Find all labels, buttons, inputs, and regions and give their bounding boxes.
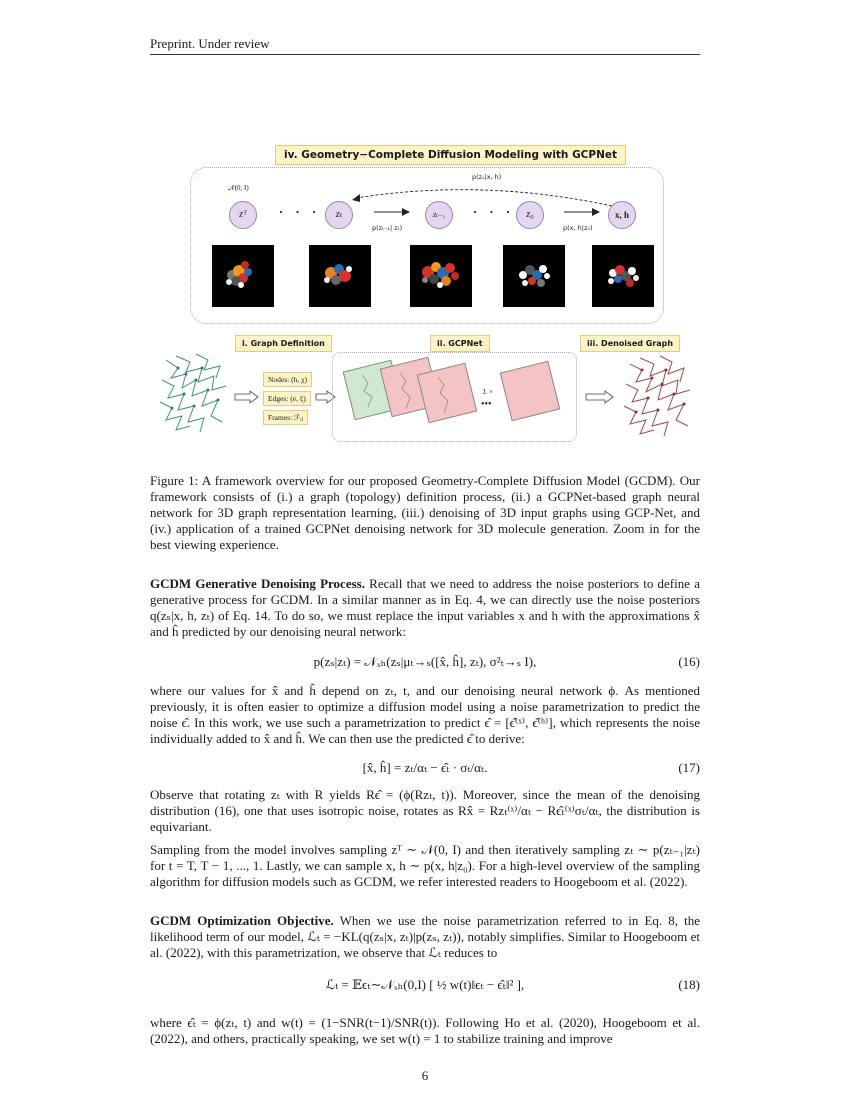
graph-sketches — [350, 365, 480, 425]
repeat-dots: ••• — [481, 399, 492, 410]
equation-18-expr: ℒₜ = 𝔼ϵₜ∼𝒩ₓₕ(0,I) [ ½ w(t)‖ϵₜ − ϵ̂ₜ‖² ], — [325, 977, 525, 992]
forward-arrow-1 — [372, 206, 412, 218]
forward-arrow-1-label: p(zₜ₋₁| zₜ) — [372, 224, 403, 232]
section-title-optimization: GCDM Optimization Objective. — [150, 913, 334, 928]
def-edges: Edges: (e, ξ) — [263, 391, 311, 406]
forward-arrow-2-label: p(x, h|z₀) — [563, 224, 593, 232]
section-label-gcpnet: ii. GCPNet — [430, 335, 490, 352]
forward-arrow-2 — [562, 206, 602, 218]
ellipsis-2: · · · — [472, 202, 514, 222]
equation-17-number: (17) — [678, 760, 700, 775]
node-x-h: x, h — [608, 201, 636, 229]
running-header: Preprint. Under review — [150, 36, 270, 51]
node-z-T: zᵀ — [229, 201, 257, 229]
prior-label: 𝒩(0, I) — [228, 184, 249, 192]
figure-title-label: iv. Geometry−Complete Diffusion Modeling with GCPNet — [275, 145, 626, 165]
paragraph-weighting: where ϵ̂ₜ = ϕ(zₜ, t) and w(t) = (1−SNR(t−1)/SNR(t)). Following Ho et al. (2020), Hoogeboom et al. (2022), and others, practically speaking, we set w(t) = 1 to stabilize training and improve — [150, 1015, 700, 1046]
reverse-arrow-label: p(zₛ|x, h) — [472, 173, 502, 181]
equation-16-expr: p(zₛ|zₜ) = 𝒩ₓₕ(zₛ|μₜ→ₛ([x̂, ĥ], zₜ), σ²ₜ→ₛ I), — [313, 654, 537, 669]
section-body-generative: Recall that we need to address the noise posteriors to define a generative process for GCDM. In a similar manner as in Eq. 4, we can directly use the noise posteriors q(zₛ|x, h, zₜ) of Eq. 14. To do so, we must replace the input variables x and h with the approximations x̂ and ĥ predicted by our denoising neural network: — [150, 576, 700, 639]
equation-18-number: (18) — [678, 977, 700, 992]
molecule-render-2 — [309, 245, 371, 307]
equation-17-expr: [x̂, ĥ] = zₜ/αₜ − ϵ̂ₜ · σₜ/αₜ. — [362, 760, 488, 775]
paragraph-generative-process — [150, 576, 700, 640]
paragraph-equivariance: Observe that rotating zₜ with R yields Rϵ̂ = (ϕ(Rzₜ, t)). Moreover, since the mean of the denoising distribution (16), one that uses isotropic noise, rotates as Rx̂ = Rzₜ⁽ˣ⁾/αₜ − Rϵ̂ₜ⁽ˣ⁾σₜ/αₜ, the distribution is equivariant. — [150, 787, 700, 834]
section-body-optimization: When we use the noise parametrization referred to in Eq. 8, the likelihood term of our model, ℒₜ = −KL(q(zₛ|x, zₜ)|p(zₛ, zₜ)), notably simplifies. Similar to Hoogeboom et al. (2022), with this parametrization, we observe that ℒₜ reduces to — [150, 913, 701, 960]
equation-16 — [150, 654, 700, 672]
section-label-graph-definition: i. Graph Definition — [235, 335, 332, 352]
hollow-arrow-3 — [585, 390, 615, 404]
node-z-0: z₀ — [516, 201, 544, 229]
equation-17 — [150, 760, 700, 778]
denoised-protein-structure — [620, 352, 695, 440]
node-z-t: zₜ — [325, 201, 353, 229]
def-nodes: Nodes: (h, χ) — [263, 372, 312, 387]
section-title-generative: GCDM Generative Denoising Process. — [150, 576, 365, 591]
hollow-arrow-1 — [234, 390, 260, 404]
paragraph-sampling: Sampling from the model involves sampling zᵀ ∼ 𝒩(0, I) and then iteratively sampling zₜ ∼ p(zₜ₋₁|zₜ) for t = T, T − 1, ..., 1. Lastly, we can sample x, h ∼ p(x, h|z₀). For a high-level overview of the sampling algorithm for diffusion models such as GCDM, we refer interested readers to Hoogeboom et al. (2022). — [150, 842, 700, 889]
section-label-denoised-graph: iii. Denoised Graph — [580, 335, 680, 352]
page-number: 6 — [421, 1068, 429, 1083]
molecule-render-1 — [212, 245, 274, 307]
node-z-t-minus-1: zₜ₋₁ — [425, 201, 453, 229]
equation-18 — [150, 977, 700, 995]
equation-16-number: (16) — [678, 654, 700, 669]
repeat-label: L × — [483, 388, 494, 396]
figure-1 — [150, 140, 700, 450]
def-frames: Frames: ℱᵢⱼ — [263, 410, 308, 425]
molecule-render-4 — [503, 245, 565, 307]
paragraph-optimization-objective — [150, 913, 700, 961]
molecule-render-5 — [592, 245, 654, 307]
paragraph-noise-parametrization: where our values for x̂ and ĥ depend on zₜ, t, and our denoising neural network ϕ. As mentioned previously, it is often easier to optimize a diffusion model using a noise parametrization to predict the noise ϵ̂. In this work, we use such a parametrization to predict ϵ̂ = [ϵ̂⁽ˣ⁾, ϵ̂⁽ʰ⁾], which represents the noise individually added to x̂ and ĥ. We can then use the predicted ϵ̂ to derive: — [150, 683, 700, 746]
input-protein-structure — [156, 350, 231, 438]
figure-caption: Figure 1: A framework overview for our proposed Geometry-Complete Diffusion Model (GCDM). Our framework consists of (i.) a graph (topology) definition process, (ii.) a GCPNet-based graph neural network for 3D graph representation learning, (iii.) denoising of 3D input graphs using GCP-Net, and (iv.) application of a trained GCPNet denoising network for 3D molecule generation. Zoom in for the best viewing experience. — [150, 473, 700, 552]
header-rule — [150, 54, 700, 55]
ellipsis-1: · · · — [278, 202, 320, 222]
molecule-render-3 — [410, 245, 472, 307]
